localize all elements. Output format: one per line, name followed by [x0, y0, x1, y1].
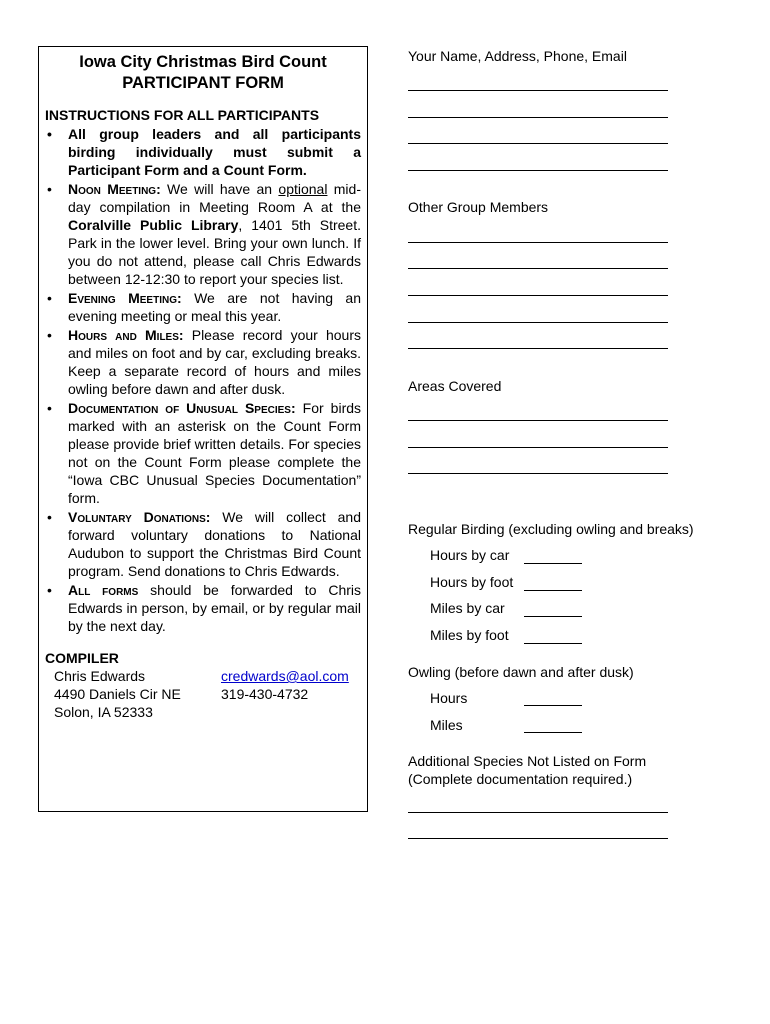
title-line-2: PARTICIPANT FORM: [122, 74, 284, 92]
compiler-address: [45, 667, 221, 721]
name-address-label: Your Name, Address, Phone, Email: [408, 48, 627, 64]
miles-by-foot-label: Miles by foot: [430, 627, 509, 643]
compiler-info: [45, 667, 361, 721]
compiler-name: Chris Edwards: [54, 668, 146, 684]
instruction-noon-meeting: • Noon Meeting: We will have an optional mid-day compilation in Meeting Room A at the Coralville Public Library, 1401 5th Street. Park in the lower level. Bring your own lunch. If you do not attend, please call Chris Edwards between 12-12:30 to report your species list.: [45, 180, 361, 288]
form-title: [45, 52, 361, 94]
name-line-1[interactable]: [408, 90, 668, 91]
additional-line-2[interactable]: [408, 838, 668, 839]
compiler-phone: 319-430-4732: [221, 686, 309, 702]
members-line-5[interactable]: [408, 348, 668, 349]
miles-by-car-field: [430, 599, 590, 617]
areas-line-1[interactable]: [408, 420, 668, 421]
hours-by-foot-field: [430, 573, 590, 591]
hours-by-car-label: Hours by car: [430, 547, 510, 563]
compiler-contact: [221, 667, 349, 721]
instruction-documentation: • Documentation of Unusual Species: For birds marked with an asterisk on the Count Form please provide brief written details. For species not on the Count Form please complete the “Iowa CBC Unusual Species Documentation” form.: [45, 399, 361, 507]
miles-by-foot-field: [430, 626, 590, 644]
additional-species-label: Additional Species Not Listed on Form (Complete documentation required.): [408, 753, 647, 787]
areas-covered-label: Areas Covered: [408, 378, 502, 394]
miles-by-car-label: Miles by car: [430, 600, 505, 616]
owling-hours-label: Hours: [430, 690, 468, 706]
name-line-4[interactable]: [408, 170, 668, 171]
instruction-submit-forms: • All group leaders and all participants birding individually must submit a Participant Form and a Count Form.: [45, 125, 361, 179]
miles-by-car-line[interactable]: [524, 616, 582, 617]
owling-hours-line[interactable]: [524, 705, 582, 706]
hours-by-foot-line[interactable]: [524, 590, 582, 591]
hours-by-foot-label: Hours by foot: [430, 574, 514, 590]
instructions-list: [45, 125, 361, 635]
members-line-1[interactable]: [408, 242, 668, 243]
compiler-city: Solon, IA 52333: [54, 704, 153, 720]
hours-by-car-line[interactable]: [524, 563, 582, 564]
owling-label: Owling (before dawn and after dusk): [408, 664, 634, 680]
hours-by-car-field: [430, 546, 590, 564]
areas-line-2[interactable]: [408, 447, 668, 448]
additional-line-1[interactable]: [408, 812, 668, 813]
name-line-3[interactable]: [408, 143, 668, 144]
instruction-evening-meeting: • Evening Meeting: We are not having an evening meeting or meal this year.: [45, 289, 361, 325]
instructions-heading: INSTRUCTIONS FOR ALL PARTICIPANTS: [45, 107, 320, 123]
owling-miles-label: Miles: [430, 717, 463, 733]
compiler-street: 4490 Daniels Cir NE: [54, 686, 181, 702]
group-members-label: Other Group Members: [408, 199, 549, 215]
title-line-1: Iowa City Christmas Bird Count: [79, 53, 327, 71]
instruction-all-forms: • All forms should be forwarded to Chris Edwards in person, by email, or by regular mail by the next day.: [45, 581, 361, 635]
name-line-2[interactable]: [408, 117, 668, 118]
members-line-3[interactable]: [408, 295, 668, 296]
instruction-hours-miles: • Hours and Miles: Please record your hours and miles on foot and by car, excluding breaks. Keep a separate record of hours and miles owling before dawn and after dusk.: [45, 326, 361, 398]
members-line-4[interactable]: [408, 322, 668, 323]
members-line-2[interactable]: [408, 268, 668, 269]
regular-birding-label: Regular Birding (excluding owling and breaks): [408, 521, 694, 537]
miles-by-foot-line[interactable]: [524, 643, 582, 644]
compiler-email-link[interactable]: credwards@aol.com: [221, 668, 349, 684]
compiler-heading: COMPILER: [45, 650, 119, 666]
owling-miles-line[interactable]: [524, 732, 582, 733]
participant-instructions-panel: [38, 46, 368, 812]
instruction-donations: • Voluntary Donations: We will collect and forward voluntary donations to National Audubon to support the Christmas Bird Count program. Send donations to Chris Edwards.: [45, 508, 361, 580]
areas-line-3[interactable]: [408, 473, 668, 474]
